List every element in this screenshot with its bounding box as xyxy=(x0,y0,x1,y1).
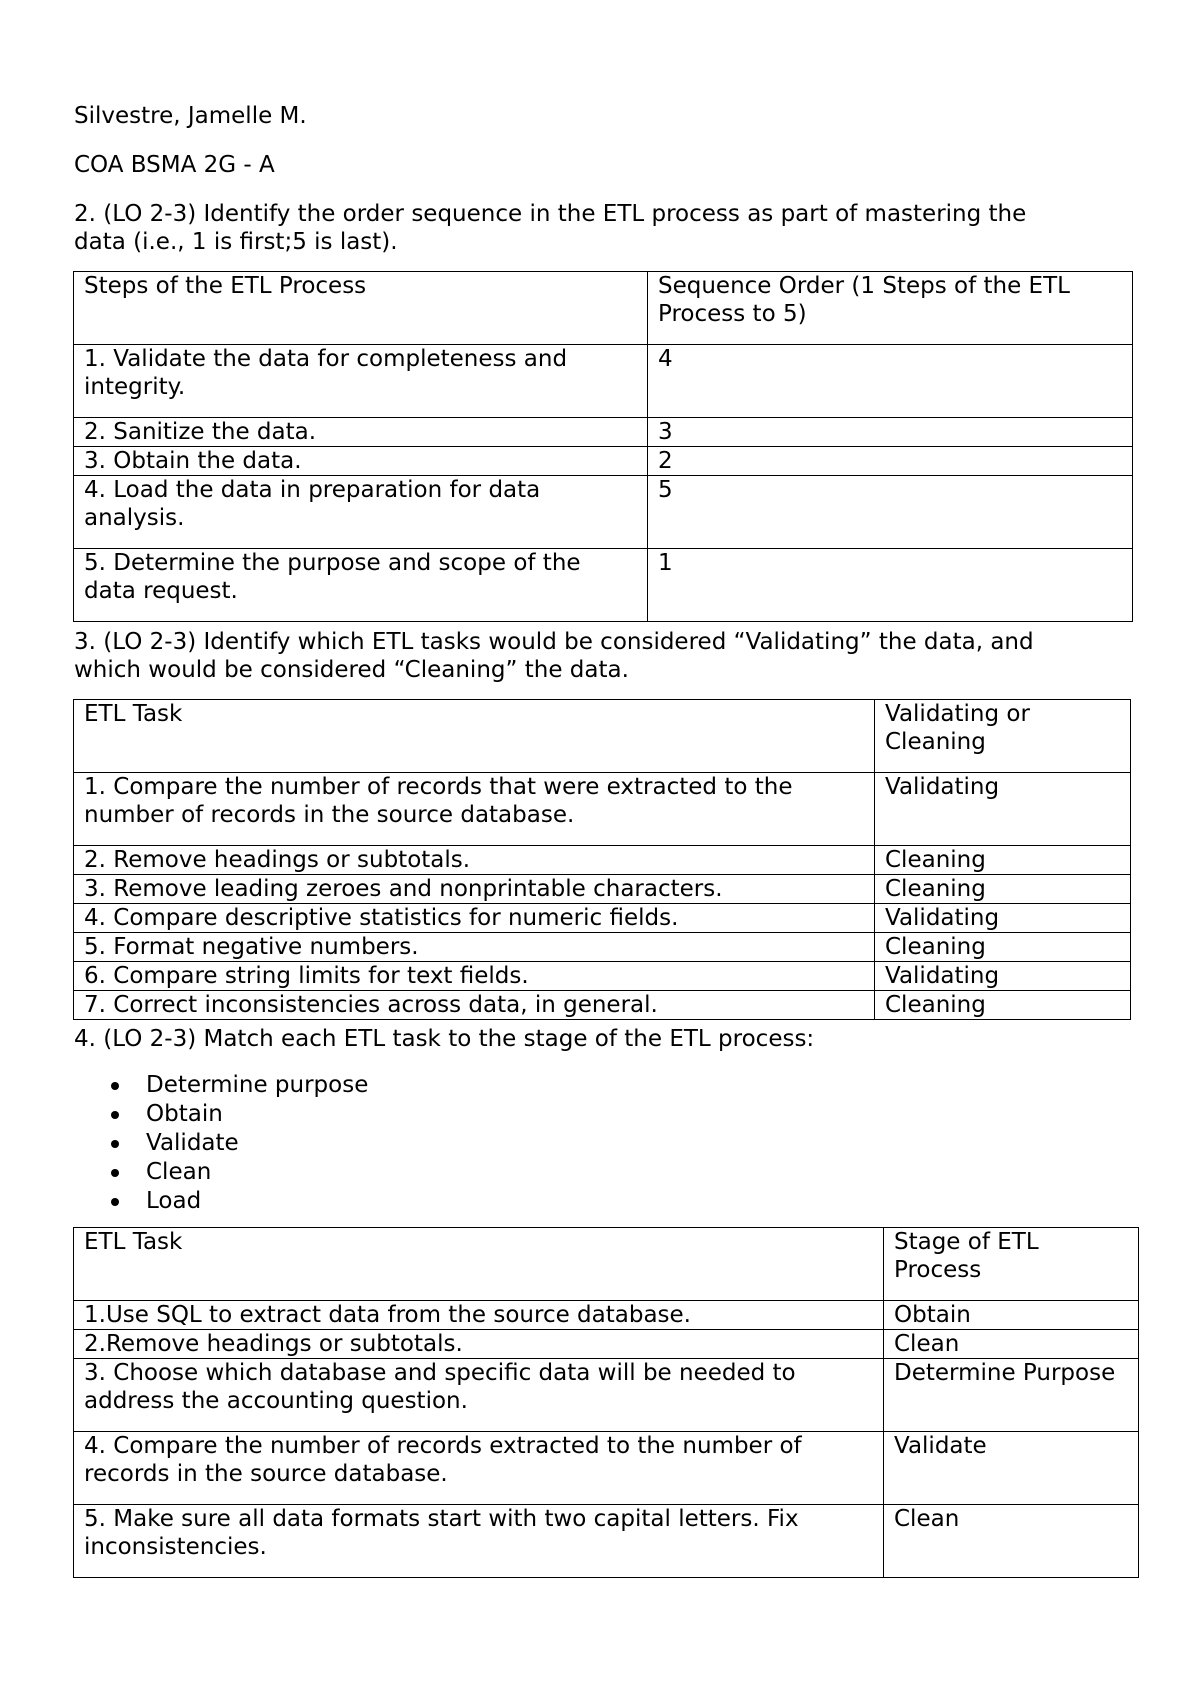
answer-text: Cleaning xyxy=(885,934,986,960)
table-row xyxy=(74,418,1133,447)
list-item xyxy=(74,1100,368,1129)
answer-text: Cleaning xyxy=(885,992,986,1018)
order-cell xyxy=(648,549,1133,622)
order-text: 3 xyxy=(658,419,673,445)
bullet-icon xyxy=(111,1082,119,1090)
answer-cell xyxy=(875,962,1131,991)
task-cell xyxy=(74,773,875,846)
table-header-cell xyxy=(875,700,1131,773)
table-row xyxy=(74,962,1131,991)
task-text: 4. Compare descriptive statistics for numeric fields. xyxy=(84,905,679,931)
header-text: Validating or Cleaning xyxy=(885,701,1030,755)
table-row xyxy=(74,1432,1139,1505)
header-text: Sequence Order (1 Steps of the ETL Process to 5) xyxy=(658,273,1070,327)
task-cell xyxy=(74,962,875,991)
step-text: 3. Obtain the data. xyxy=(84,448,302,474)
order-text: 4 xyxy=(658,346,673,372)
task-cell xyxy=(74,846,875,875)
stage-label: Validate xyxy=(146,1130,239,1156)
student-section: COA BSMA 2G - A xyxy=(74,152,275,178)
q3-table xyxy=(73,699,1131,1020)
task-cell xyxy=(74,1432,884,1505)
stage-text: Obtain xyxy=(894,1302,971,1328)
answer-cell xyxy=(875,773,1131,846)
bullet-icon xyxy=(111,1169,119,1177)
q2-table xyxy=(73,271,1133,622)
student-name: Silvestre, Jamelle M. xyxy=(74,103,307,129)
answer-text: Validating xyxy=(885,963,1000,989)
task-text: 3. Remove leading zeroes and nonprintable characters. xyxy=(84,876,723,902)
bullet-icon xyxy=(111,1111,119,1119)
step-text: 1. Validate the data for completeness and integrity. xyxy=(84,346,568,400)
stage-text: Clean xyxy=(894,1331,960,1357)
header-text: Stage of ETL Process xyxy=(894,1229,1039,1283)
table-header-cell xyxy=(648,272,1133,345)
task-cell xyxy=(74,904,875,933)
list-item xyxy=(74,1187,368,1216)
answer-text: Cleaning xyxy=(885,876,986,902)
task-text: 5. Make sure all data formats start with two capital letters. Fix inconsistencies. xyxy=(84,1506,799,1560)
stage-label: Determine purpose xyxy=(146,1072,369,1098)
step-cell xyxy=(74,549,648,622)
list-item xyxy=(74,1071,368,1100)
answer-cell xyxy=(875,846,1131,875)
q2-prompt-line2: data (i.e., 1 is first;5 is last). xyxy=(74,229,398,255)
stage-label: Load xyxy=(146,1188,202,1214)
task-text: 4. Compare the number of records extracted to the number of records in the source database. xyxy=(84,1433,802,1487)
task-text: 5. Format negative numbers. xyxy=(84,934,419,960)
table-row xyxy=(74,991,1131,1020)
answer-cell xyxy=(875,875,1131,904)
table-row xyxy=(74,345,1133,418)
step-cell xyxy=(74,447,648,476)
step-cell xyxy=(74,476,648,549)
task-text: 1. Compare the number of records that were extracted to the number of records in the source database. xyxy=(84,774,793,828)
order-cell xyxy=(648,418,1133,447)
q2-prompt-line1: 2. (LO 2-3) Identify the order sequence in the ETL process as part of mastering the xyxy=(74,201,1027,227)
q4-table xyxy=(73,1227,1139,1578)
table-header-cell xyxy=(74,1228,884,1301)
table-header-cell xyxy=(74,700,875,773)
step-text: 4. Load the data in preparation for data analysis. xyxy=(84,477,541,531)
order-text: 2 xyxy=(658,448,673,474)
table-row xyxy=(74,1330,1139,1359)
table-row xyxy=(74,447,1133,476)
task-text: 3. Choose which database and specific data will be needed to address the accounting question. xyxy=(84,1360,796,1414)
table-row xyxy=(74,1505,1139,1578)
task-text: 1.Use SQL to extract data from the source database. xyxy=(84,1302,691,1328)
table-row xyxy=(74,846,1131,875)
bullet-icon xyxy=(111,1198,119,1206)
stage-cell xyxy=(884,1432,1139,1505)
order-cell xyxy=(648,476,1133,549)
stage-cell xyxy=(884,1330,1139,1359)
etl-stage-list xyxy=(74,1071,368,1216)
table-header-row xyxy=(74,700,1131,773)
header-text: ETL Task xyxy=(84,701,183,727)
table-row xyxy=(74,476,1133,549)
step-text: 2. Sanitize the data. xyxy=(84,419,317,445)
stage-text: Determine Purpose xyxy=(894,1360,1116,1386)
stage-text: Validate xyxy=(894,1433,987,1459)
q4-prompt: 4. (LO 2-3) Match each ETL task to the stage of the ETL process: xyxy=(74,1026,815,1052)
task-cell xyxy=(74,1505,884,1578)
stage-text: Clean xyxy=(894,1506,960,1532)
table-row xyxy=(74,773,1131,846)
order-cell xyxy=(648,447,1133,476)
table-header-cell xyxy=(884,1228,1139,1301)
answer-cell xyxy=(875,991,1131,1020)
stage-label: Clean xyxy=(146,1159,212,1185)
table-row xyxy=(74,904,1131,933)
stage-label: Obtain xyxy=(146,1101,223,1127)
list-item xyxy=(74,1158,368,1187)
header-text: Steps of the ETL Process xyxy=(84,273,367,299)
task-cell xyxy=(74,1359,884,1432)
order-text: 5 xyxy=(658,477,673,503)
table-header-row xyxy=(74,1228,1139,1301)
task-cell xyxy=(74,1301,884,1330)
stage-cell xyxy=(884,1301,1139,1330)
stage-cell xyxy=(884,1359,1139,1432)
answer-text: Cleaning xyxy=(885,847,986,873)
answer-cell xyxy=(875,904,1131,933)
table-row xyxy=(74,1359,1139,1432)
task-cell xyxy=(74,1330,884,1359)
q3-prompt-line1: 3. (LO 2-3) Identify which ETL tasks would be considered “Validating” the data, and xyxy=(74,629,1034,655)
q3-prompt-line2: which would be considered “Cleaning” the data. xyxy=(74,657,629,683)
step-cell xyxy=(74,418,648,447)
step-cell xyxy=(74,345,648,418)
answer-text: Validating xyxy=(885,905,1000,931)
task-text: 2.Remove headings or subtotals. xyxy=(84,1331,463,1357)
list-item xyxy=(74,1129,368,1158)
answer-cell xyxy=(875,933,1131,962)
task-cell xyxy=(74,875,875,904)
stage-cell xyxy=(884,1505,1139,1578)
task-cell xyxy=(74,933,875,962)
step-text: 5. Determine the purpose and scope of the data request. xyxy=(84,550,581,604)
header-text: ETL Task xyxy=(84,1229,183,1255)
bullet-icon xyxy=(111,1140,119,1148)
table-row xyxy=(74,1301,1139,1330)
table-row xyxy=(74,933,1131,962)
table-row xyxy=(74,875,1131,904)
table-header-row xyxy=(74,272,1133,345)
task-cell xyxy=(74,991,875,1020)
answer-text: Validating xyxy=(885,774,1000,800)
order-cell xyxy=(648,345,1133,418)
task-text: 7. Correct inconsistencies across data, in general. xyxy=(84,992,658,1018)
order-text: 1 xyxy=(658,550,673,576)
table-header-cell xyxy=(74,272,648,345)
table-row xyxy=(74,549,1133,622)
task-text: 2. Remove headings or subtotals. xyxy=(84,847,471,873)
task-text: 6. Compare string limits for text fields. xyxy=(84,963,529,989)
